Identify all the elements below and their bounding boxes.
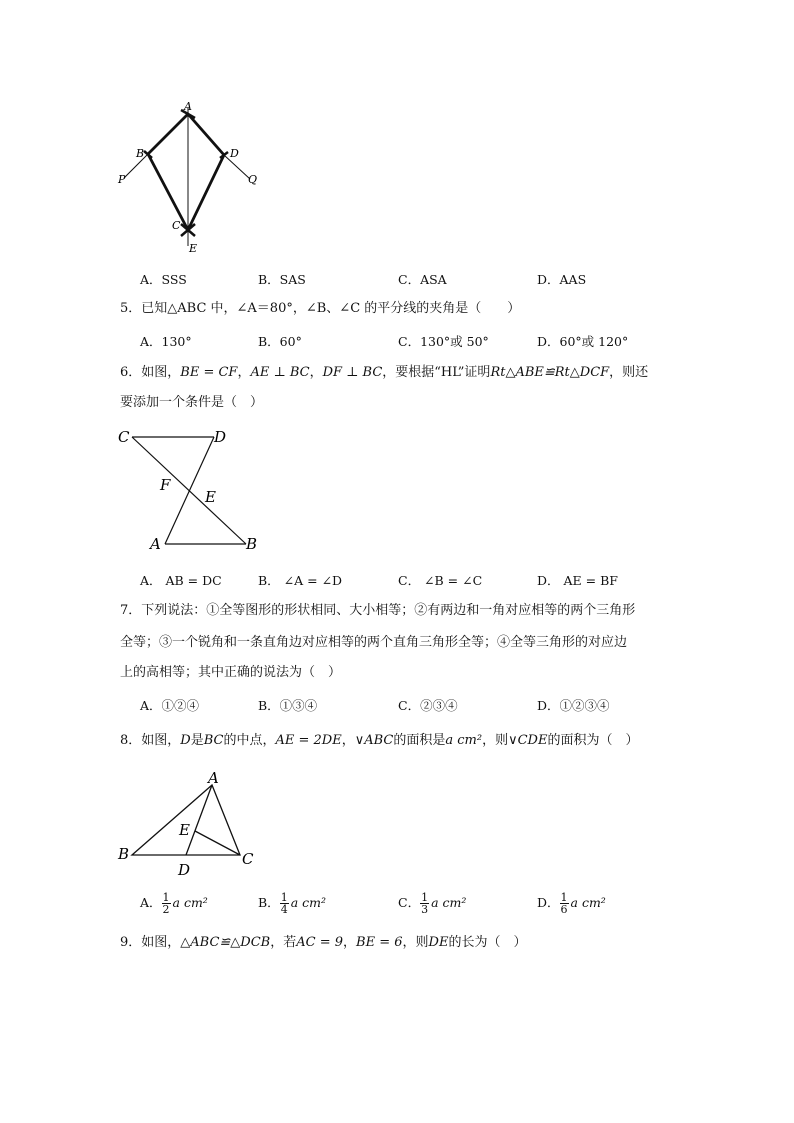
label-E: E	[179, 821, 190, 839]
label-D: D	[178, 861, 191, 879]
label-C: C	[242, 850, 254, 868]
q6-stem-line2: 要添加一个条件是（ ）	[120, 395, 264, 410]
q6-option-b: B． ∠A = ∠D	[258, 573, 343, 588]
q6-option-c: C． ∠B = ∠C	[398, 573, 483, 588]
label-D: D	[230, 147, 239, 160]
label-E: E	[189, 242, 198, 255]
q9-stem: 9．如图，△ABC≌△DCB，若AC = 9，BE = 6，则DE的长为（ ）	[120, 935, 527, 950]
label-D: D	[214, 428, 227, 446]
q4-option-a: A．SSS	[140, 272, 187, 287]
q4-option-c: C．ASA	[398, 272, 447, 287]
figure-q8	[110, 765, 280, 880]
q4-option-b: B．SAS	[258, 272, 306, 287]
label-A: A	[184, 100, 192, 113]
q6-option-a: A． AB = DC	[140, 573, 222, 588]
label-E: E	[205, 488, 216, 506]
label-P: P	[118, 173, 126, 186]
q8-option-b: B． $\frac{1}{4}$ a cm²	[258, 891, 326, 916]
q5-stem: 5．已知△ABC 中，∠A＝80°，∠B、∠C 的平分线的夹角是（ ）	[120, 301, 521, 316]
label-C: C	[172, 219, 181, 232]
fraction: $\frac{1}{2}$	[162, 891, 170, 916]
q5-option-d: D．60°或 120°	[537, 334, 629, 349]
label-B: B	[118, 845, 130, 863]
q4-option-d: D．AAS	[537, 272, 587, 287]
fraction: $\frac{1}{4}$	[280, 891, 288, 916]
label-B: B	[136, 147, 145, 160]
q8-option-c: C． $\frac{1}{3}$ a cm²	[398, 891, 467, 916]
label-C: C	[118, 428, 130, 446]
q7-option-a: A．①②④	[140, 698, 200, 713]
q6-stem-line1: 6．如图，BE = CF，AE ⊥ BC，DF ⊥ BC，要根据“HL”证明Rt△ABE≌Rt△DCF，则还	[120, 365, 649, 380]
fraction: $\frac{1}{3}$	[421, 891, 429, 916]
q8-stem: 8．如图，D是BC的中点，AE = 2DE，∨ABC的面积是a cm²，则∨CDE的面积为（ ）	[120, 733, 639, 748]
label-Q: Q	[248, 173, 258, 186]
q5-option-a: A．130°	[140, 334, 192, 349]
q7-stem-line2: 全等；③一个锐角和一条直角边对应相等的两个直角三角形全等；④全等三角形的对应边	[120, 635, 628, 650]
q8-option-a: A． $\frac{1}{2}$ a cm²	[140, 891, 208, 916]
q7-option-c: C．②③④	[398, 698, 458, 713]
q8-option-d: D． $\frac{1}{6}$ a cm²	[537, 891, 606, 916]
q7-option-b: B．①③④	[258, 698, 318, 713]
q6-option-d: D． AE = BF	[537, 573, 618, 588]
figure-q4	[110, 100, 270, 260]
q7-stem-line1: 7．下列说法：①全等图形的形状相同、大小相等；②有两边和一角对应相等的两个三角形	[120, 603, 636, 618]
q7-stem-line3: 上的高相等；其中正确的说法为（ ）	[120, 665, 342, 680]
label-F: F	[160, 476, 171, 494]
figure-q6	[110, 420, 280, 560]
label-A: A	[208, 769, 219, 787]
q5-option-c: C．130°或 50°	[398, 334, 489, 349]
label-A: A	[150, 535, 161, 553]
label-B: B	[246, 535, 258, 553]
q7-option-d: D．①②③④	[537, 698, 610, 713]
fraction: $\frac{1}{6}$	[560, 891, 568, 916]
q5-option-b: B．60°	[258, 334, 302, 349]
